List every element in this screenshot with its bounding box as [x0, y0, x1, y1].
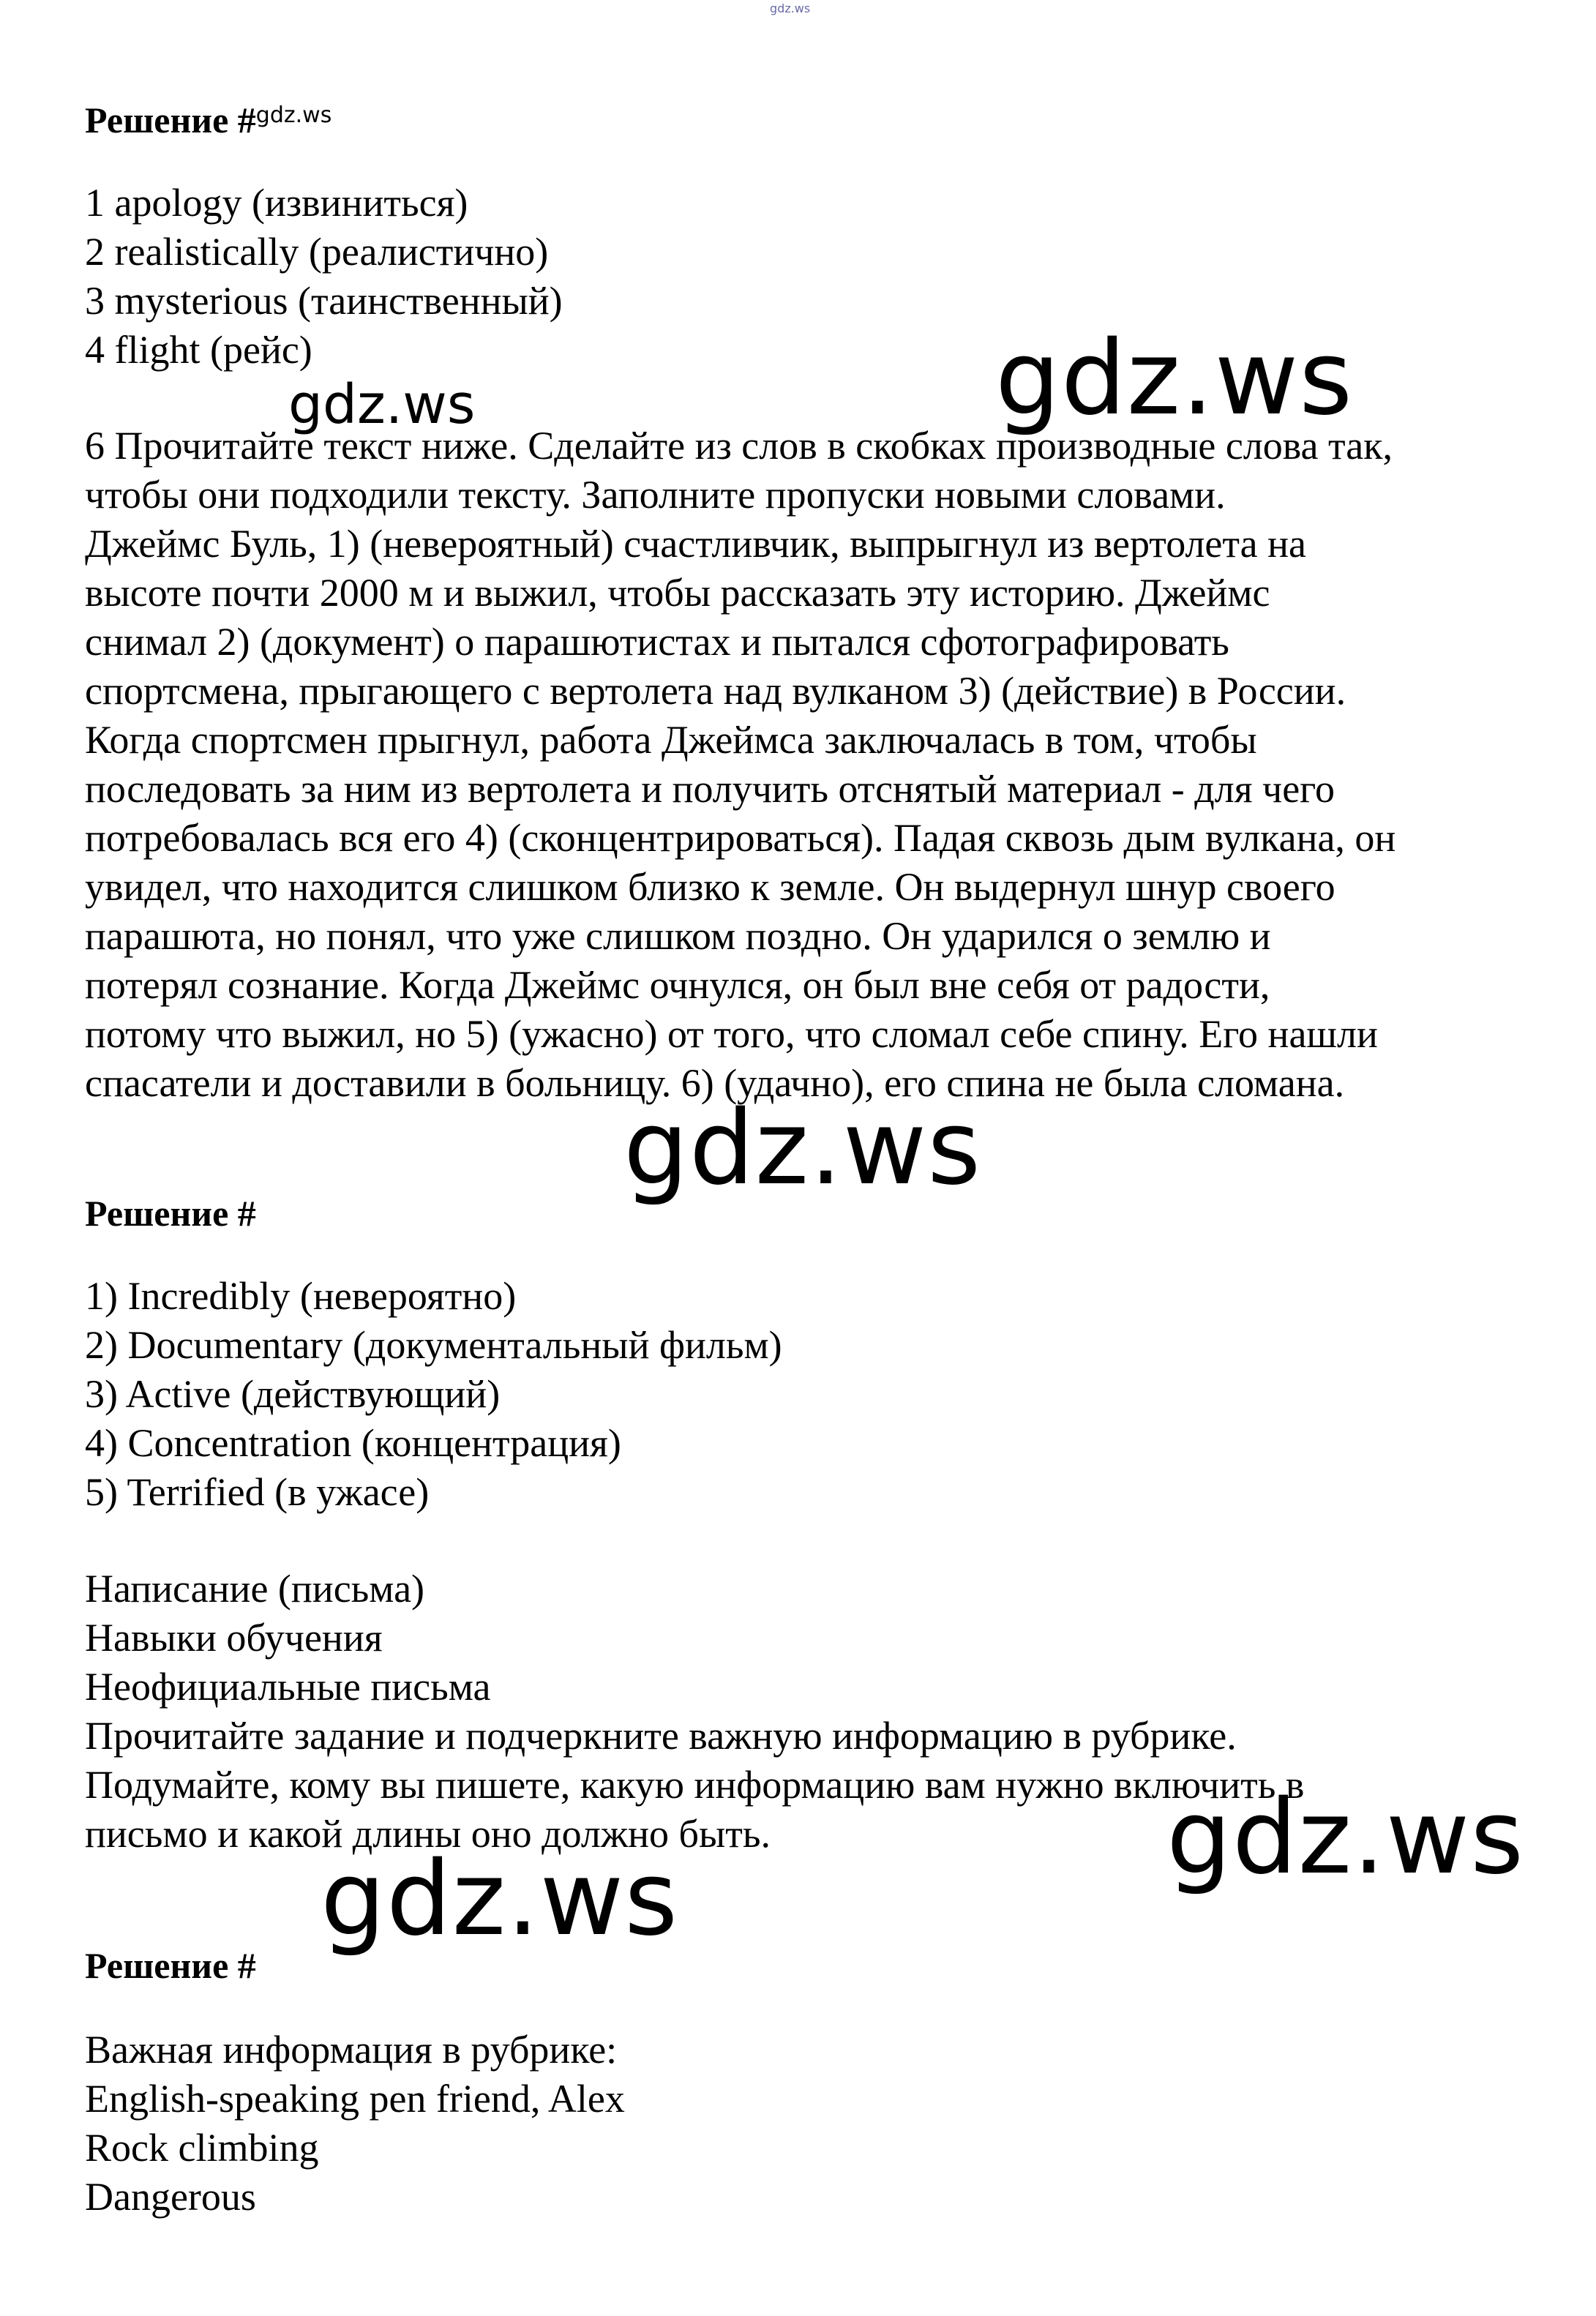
- task-6-line: снимал 2) (документ) о парашютистах и пытался сфотографировать: [85, 620, 1229, 664]
- watermark-4: gdz.ws: [1166, 1778, 1525, 1897]
- solution-heading-2: Решение #: [85, 1193, 256, 1234]
- task-6-line: спортсмена, прыгающего с вертолета над вулканом 3) (действие) в России.: [85, 669, 1346, 713]
- task-6-line: чтобы они подходили тексту. Заполните пропуски новыми словами.: [85, 473, 1226, 517]
- solution-heading-1-text: Решение #: [85, 100, 256, 140]
- answers-list-2: [85, 1272, 782, 1517]
- task-6-line: увидел, что находится слишком близко к земле. Он выдернул шнур своего: [85, 865, 1335, 909]
- answer-2-5: 5) Terrified (в ужасе): [85, 1470, 430, 1514]
- answer-2-4: 4) Concentration (концентрация): [85, 1421, 621, 1465]
- rubric-info-list: [85, 2025, 625, 2222]
- answer-1-2: 2 realistically (реалистично): [85, 230, 549, 274]
- solution-heading-3: Решение #: [85, 1945, 256, 1986]
- task-6-line: парашюта, но понял, что уже слишком поздно. Он ударился о землю и: [85, 914, 1271, 958]
- writing-line: Неофициальные письма: [85, 1665, 491, 1709]
- task-6-line: последовать за ним из вертолета и получить отснятый материал - для чего: [85, 767, 1335, 811]
- writing-line: письмо и какой длины оно должно быть.: [85, 1812, 771, 1856]
- watermark-5: gdz.ws: [321, 1840, 679, 1959]
- task-6-line: 6 Прочитайте текст ниже. Сделайте из слов в скобках производные слова так,: [85, 424, 1393, 468]
- answers-list-1: [85, 179, 563, 375]
- answer-2-2: 2) Documentary (документальный фильм): [85, 1323, 782, 1367]
- rubric-line: Важная информация в рубрике:: [85, 2028, 618, 2072]
- answer-1-4: 4 flight (рейс): [85, 328, 312, 372]
- answer-2-1: 1) Incredibly (невероятно): [85, 1274, 517, 1318]
- writing-line: Подумайте, кому вы пишете, какую информацию вам нужно включить в: [85, 1763, 1305, 1807]
- task-6-line: потребовалась вся его 4) (сконцентрироваться). Падая сквозь дым вулкана, он: [85, 816, 1396, 860]
- task-6-line: потерял сознание. Когда Джеймс очнулся, он был вне себя от радости,: [85, 963, 1270, 1007]
- task-6-line: высоте почти 2000 м и выжил, чтобы рассказать эту историю. Джеймс: [85, 571, 1270, 615]
- task-6-line: Джеймс Буль, 1) (невероятный) счастливчик, выпрыгнул из вертолета на: [85, 522, 1306, 566]
- rubric-line: Dangerous: [85, 2175, 256, 2219]
- writing-line: Прочитайте задание и подчеркните важную информацию в рубрике.: [85, 1714, 1237, 1758]
- writing-section: [85, 1564, 1304, 1859]
- watermark-3: gdz.ws: [623, 1089, 982, 1208]
- heading-watermark: gdz.ws: [255, 102, 332, 128]
- watermark-1: gdz.ws: [995, 319, 1354, 438]
- answer-1-1: 1 apology (извиниться): [85, 181, 468, 225]
- answer-2-3: 3) Active (действующий): [85, 1372, 501, 1416]
- rubric-line: English-speaking pen friend, Alex: [85, 2077, 625, 2121]
- rubric-line: Rock climbing: [85, 2126, 319, 2170]
- task-6-text: [85, 421, 1395, 1108]
- watermark-2: gdz.ws: [288, 373, 476, 436]
- writing-line: Навыки обучения: [85, 1616, 383, 1660]
- top-watermark: gdz.ws: [770, 1, 811, 15]
- task-6-line: потому что выжил, но 5) (ужасно) от того, что сломал себе спину. Его нашли: [85, 1012, 1378, 1056]
- answer-1-3: 3 mysterious (таинственный): [85, 279, 563, 323]
- solution-heading-1: [85, 98, 331, 148]
- writing-line: Написание (письма): [85, 1567, 425, 1611]
- task-6-line: спасатели и доставили в больницу. 6) (удачно), его спина не была сломана.: [85, 1061, 1345, 1105]
- task-6-line: Когда спортсмен прыгнул, работа Джеймса заключалась в том, чтобы: [85, 718, 1257, 762]
